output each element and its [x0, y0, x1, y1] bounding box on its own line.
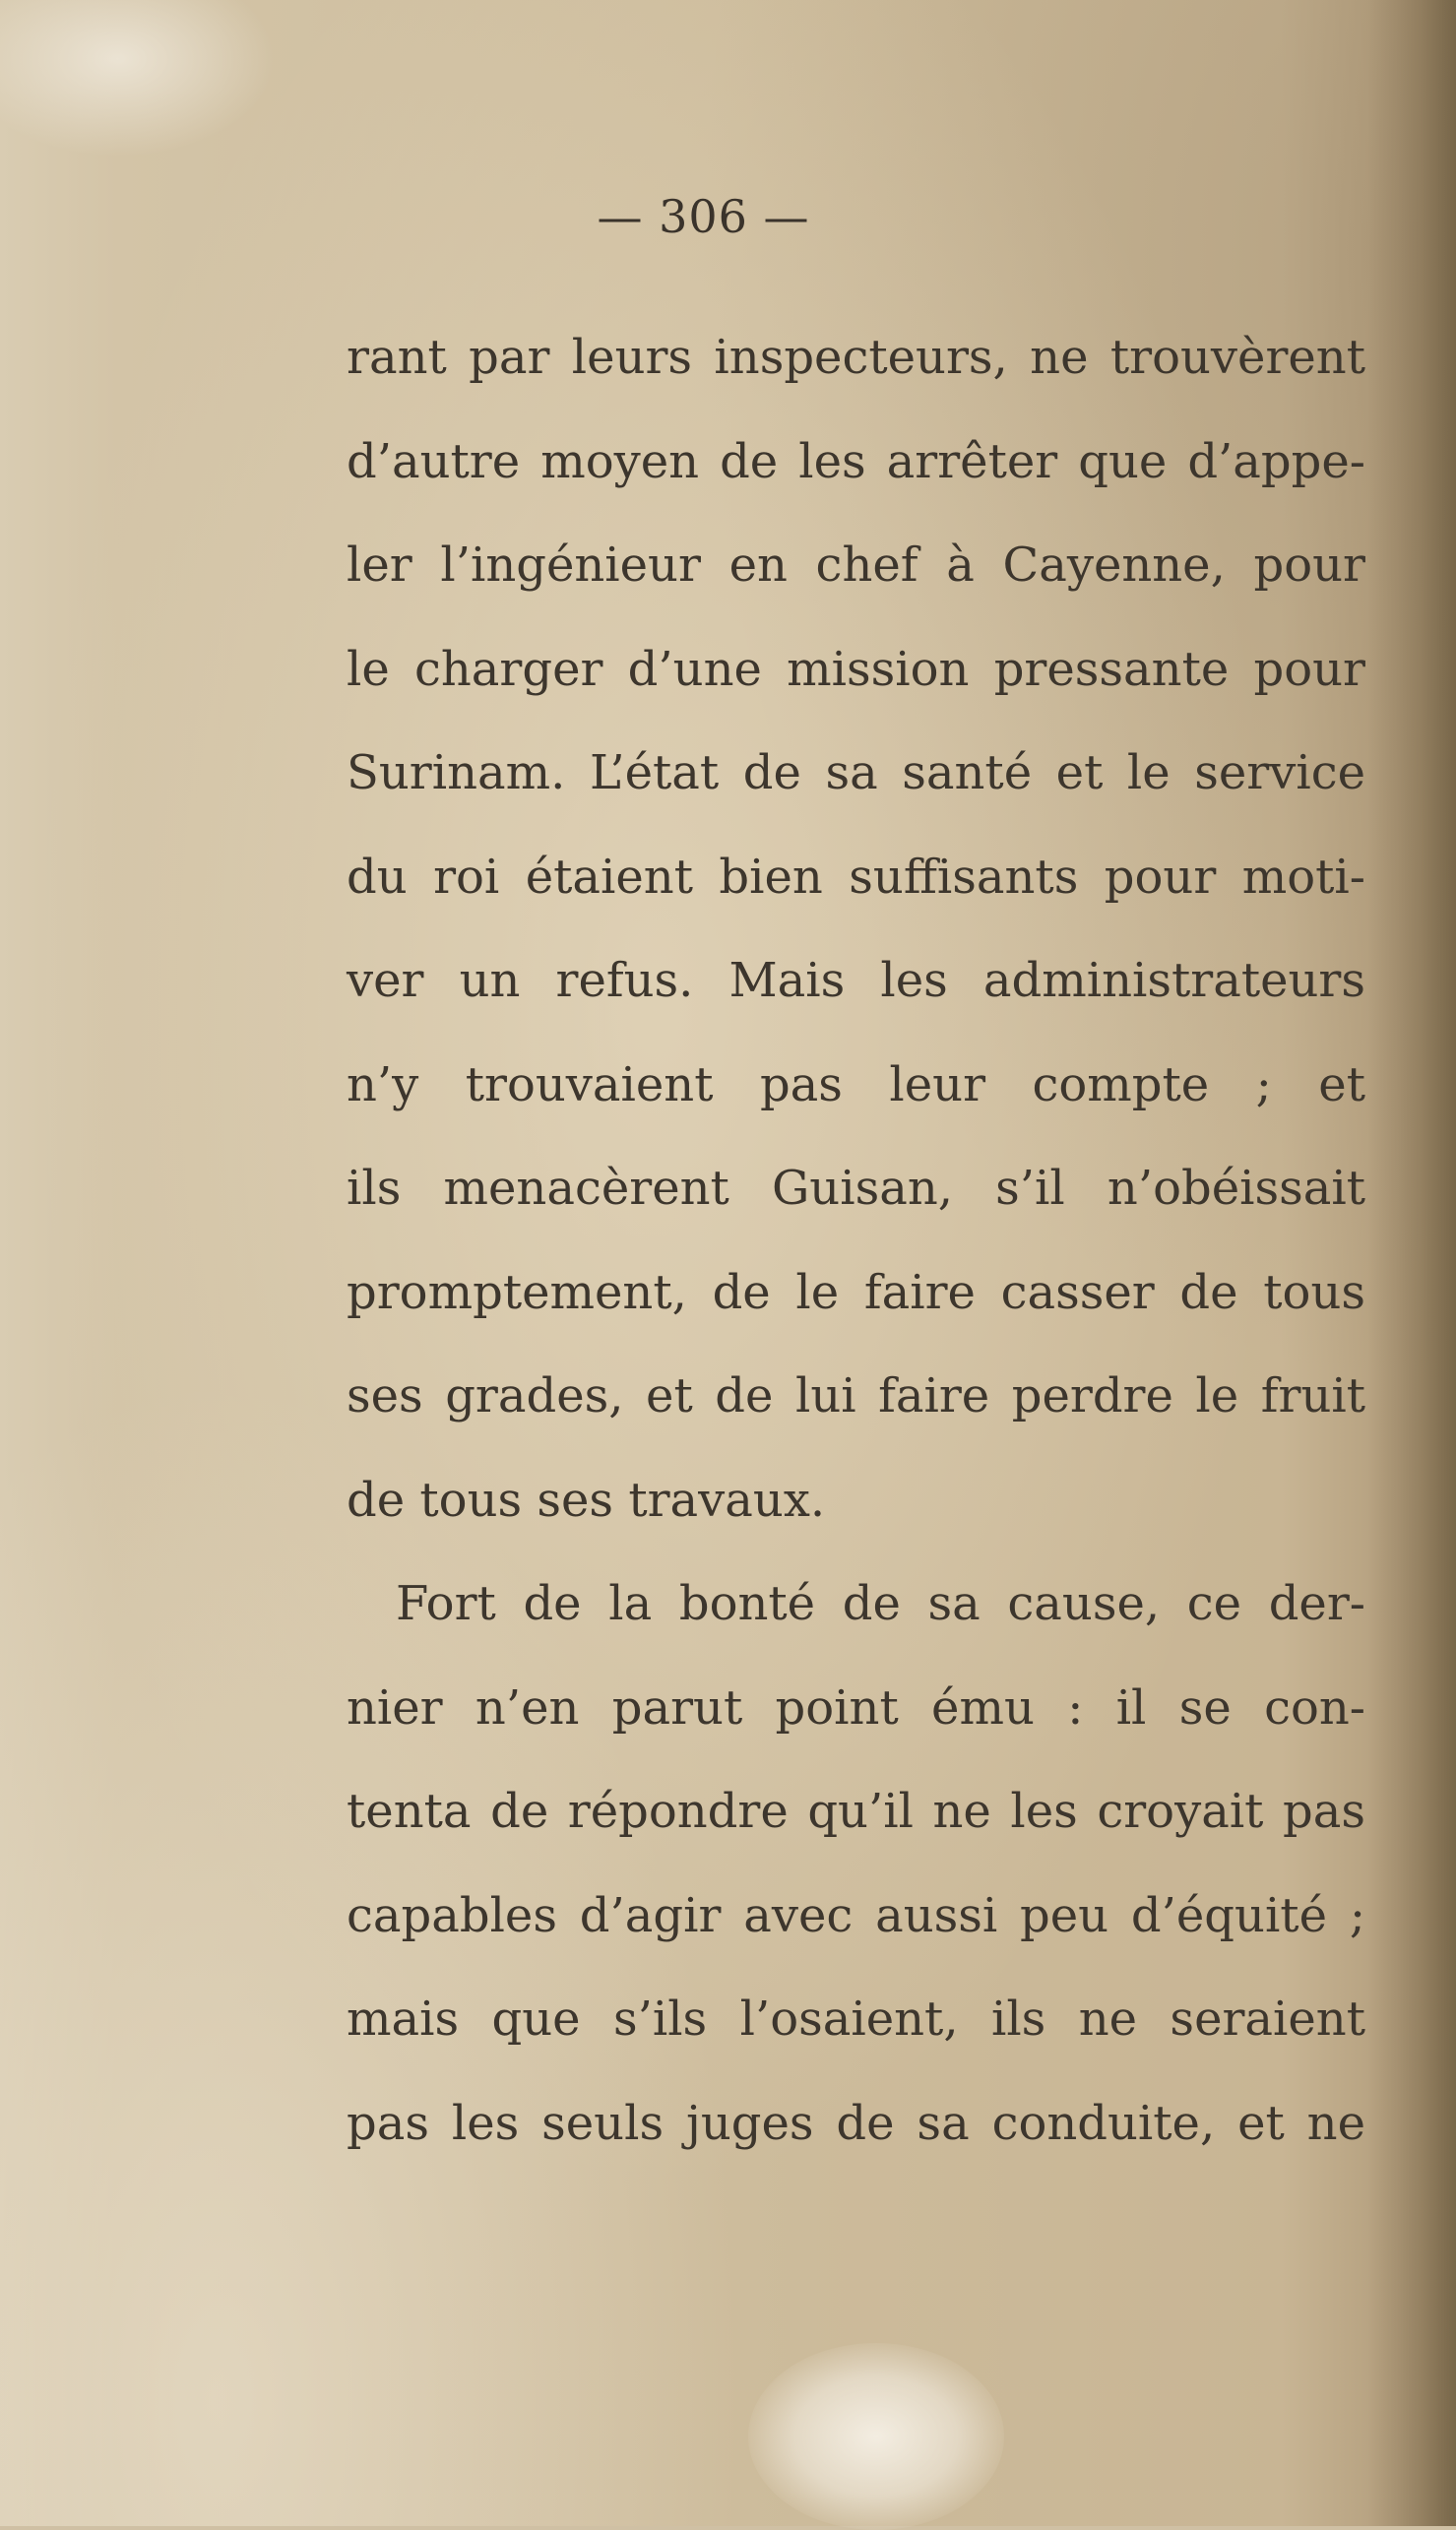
- text-line: de tous ses travaux.: [347, 1472, 826, 1528]
- text-line: capables d’agir avec aussi peu d’équité ;: [347, 1887, 1365, 1943]
- text-line: nier n’en parut point ému : il se con-: [347, 1679, 1365, 1736]
- paper-stain: [748, 2343, 1004, 2530]
- text-line: n’y trouvaient pas leur compte ; et: [347, 1056, 1365, 1112]
- text-line: ler l’ingénieur en chef à Cayenne, pour: [347, 538, 1365, 593]
- text-line: du roi étaient bien suffisants pour moti-: [347, 849, 1365, 905]
- text-line: ses grades, et de lui faire perdre le fruit: [347, 1368, 1365, 1423]
- text-line: rant par leurs inspecteurs, ne trouvèrent: [347, 330, 1365, 385]
- body-text: [347, 306, 1365, 2176]
- text-line: Fort de la bonté de sa cause, ce der-: [396, 1576, 1365, 1631]
- paper-stain: [0, 0, 276, 158]
- text-line: ver un refus. Mais les administrateurs: [347, 953, 1365, 1008]
- page-edge-shadow: [1367, 0, 1456, 2526]
- text-line: d’autre moyen de les arrêter que d’appe-: [347, 433, 1365, 489]
- text-line: le charger d’une mission pressante pour: [347, 641, 1365, 697]
- text-line: Surinam. L’état de sa santé et le service: [347, 745, 1365, 800]
- text-line: pas les seuls juges de sa conduite, et ne: [347, 2095, 1365, 2151]
- text-line: mais que s’ils l’osaient, ils ne seraient: [347, 1992, 1365, 2047]
- page-number: — 306 —: [597, 190, 810, 243]
- text-line: promptement, de le faire casser de tous: [347, 1264, 1365, 1320]
- text-line: tenta de répondre qu’il ne les croyait pas: [347, 1784, 1365, 1839]
- text-line: ils menacèrent Guisan, s’il n’obéissait: [347, 1161, 1365, 1216]
